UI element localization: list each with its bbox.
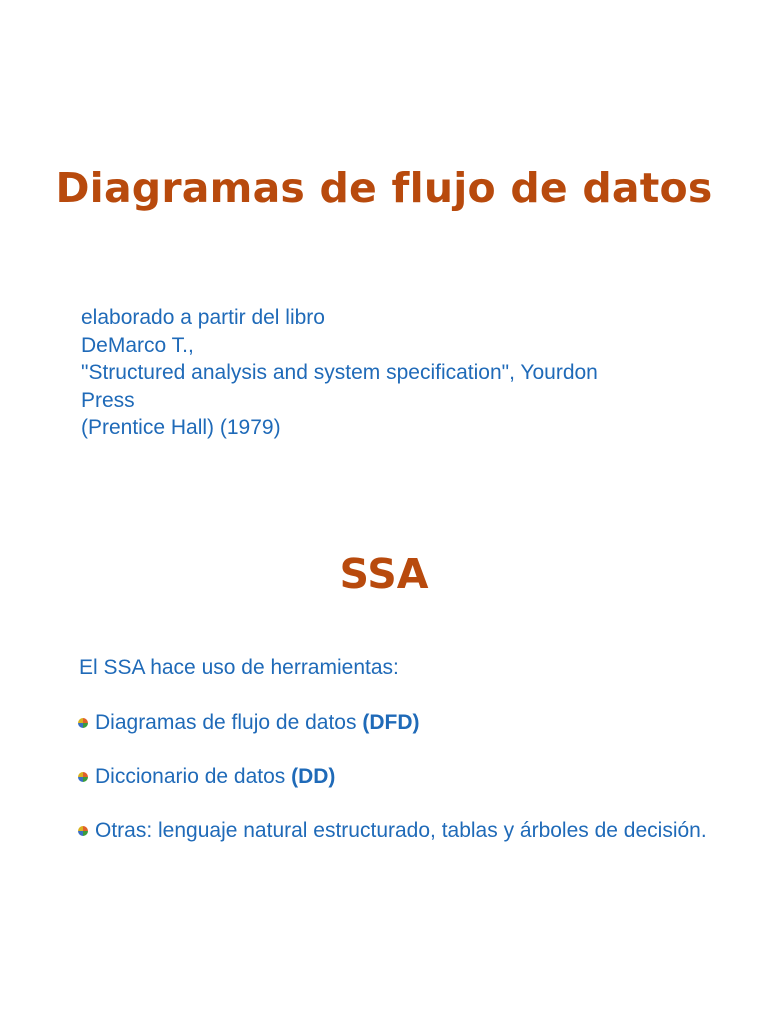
- source-line: DeMarco T.,: [81, 333, 194, 357]
- list-item-text: Otras: lenguaje natural estructurado, tablas y árboles de decisión.: [95, 819, 707, 842]
- list-item: [78, 710, 718, 736]
- section-title: SSA: [339, 550, 429, 598]
- list-item-abbrev: (DD): [291, 765, 336, 788]
- bullet-icon: [78, 718, 88, 728]
- source-line: Press: [81, 388, 135, 412]
- list-item-text: Diagramas de flujo de datos: [95, 711, 363, 734]
- page-title: Diagramas de flujo de datos: [55, 164, 713, 212]
- list-item-abbrev: (DFD): [362, 711, 420, 734]
- source-line: elaborado a partir del libro: [81, 306, 325, 329]
- list-item: [78, 818, 718, 844]
- bullet-icon: [78, 826, 88, 836]
- list-item-text: Diccionario de datos: [95, 765, 292, 788]
- bullet-icon: [78, 772, 88, 782]
- source-line: "Structured analysis and system specification", Yourdon: [81, 361, 598, 384]
- source-reference: [81, 304, 721, 442]
- tools-list: [78, 710, 718, 872]
- intro-text: El SSA hace uso de herramientas:: [79, 656, 399, 679]
- list-item: [78, 764, 718, 790]
- source-line: (Prentice Hall) (1979): [81, 416, 281, 439]
